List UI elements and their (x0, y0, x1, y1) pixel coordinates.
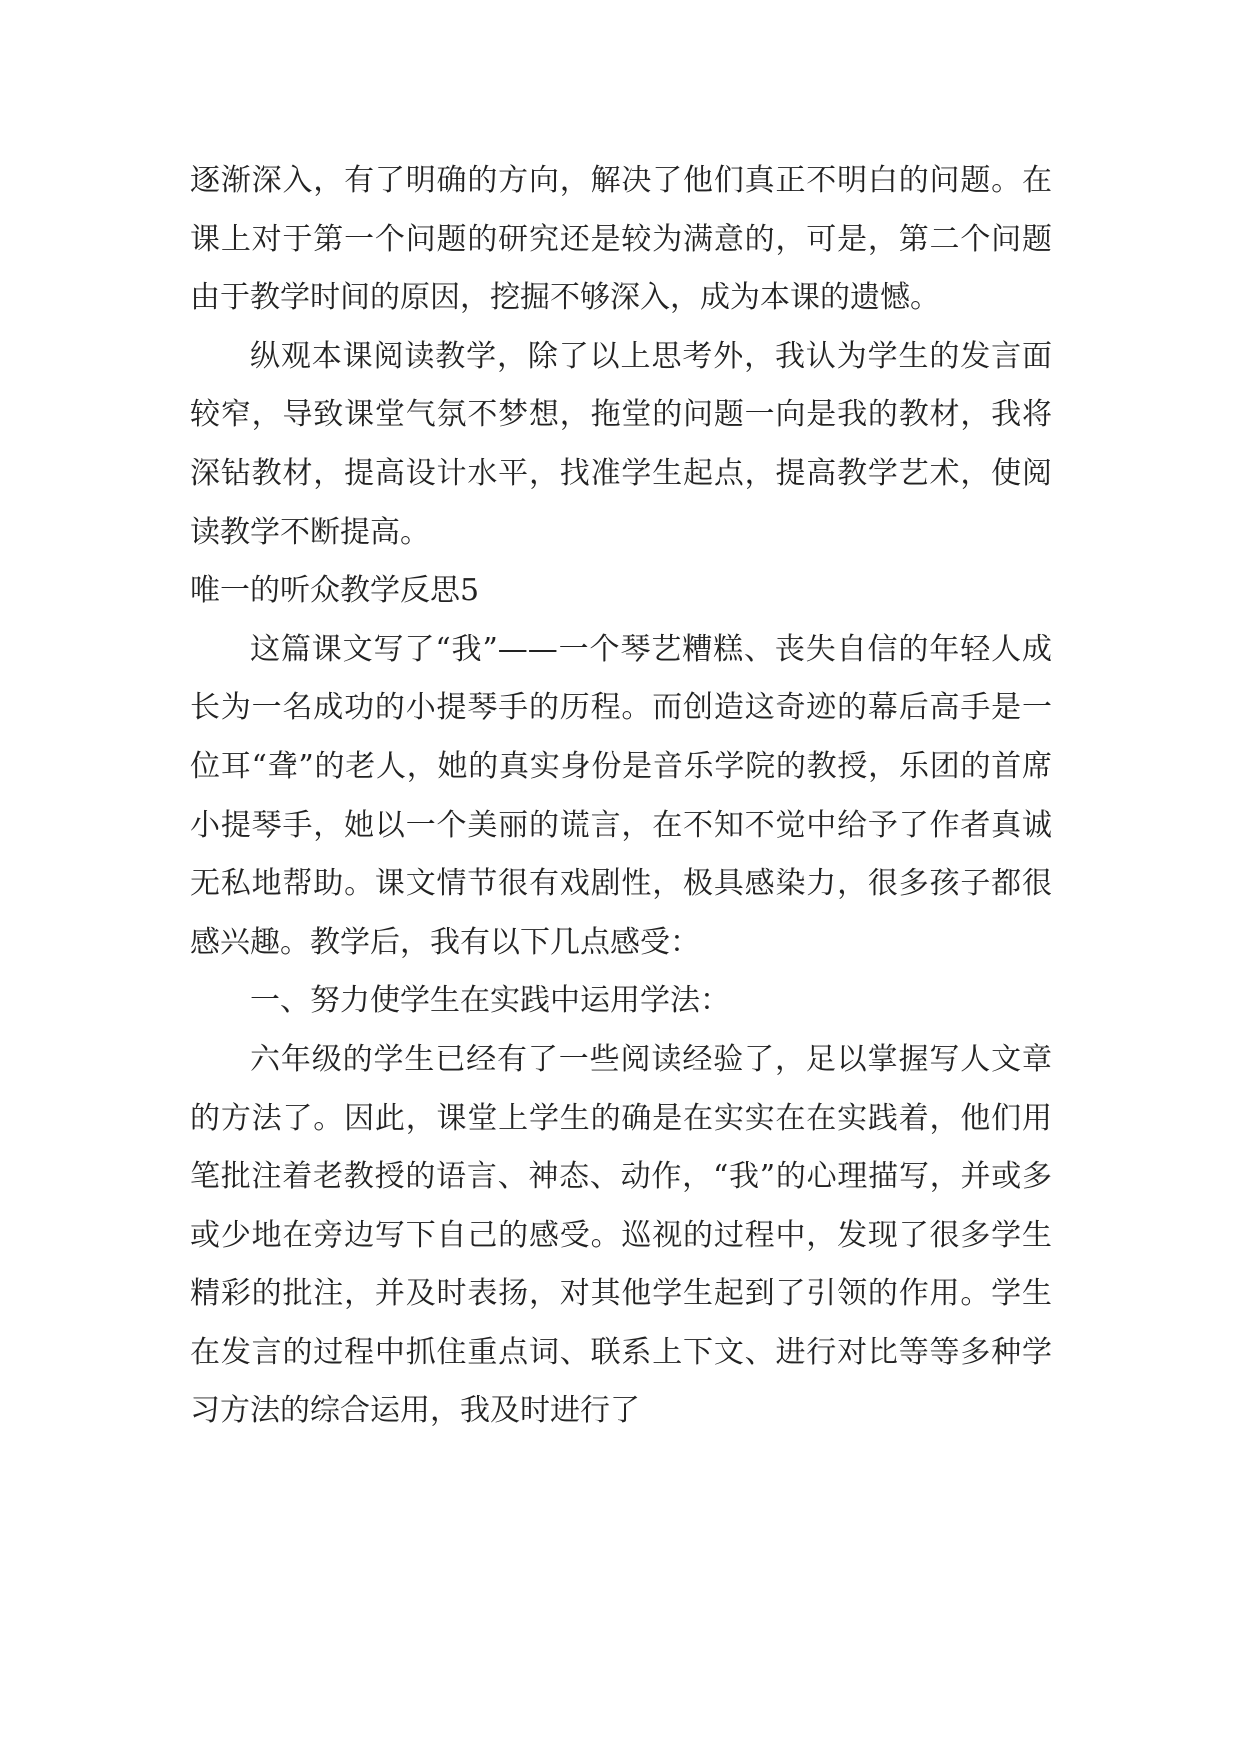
section-heading: 唯一的听众教学反思5 (190, 573, 480, 609)
paragraph-overview: 纵观本课阅读教学，除了以上思考外，我认为学生的发言面较窄，导致课堂气氛不梦想，拖堂的问题一向是我的教材，我将深钻教材，提高设计水平，找准学生起点，提高教学艺术，使阅读教学不断提高。 (190, 338, 1052, 550)
paragraph-point-one-title: 一、努力使学生在实践中运用学法： (250, 983, 730, 1019)
paragraph-point-one-body: 六年级的学生已经有了一些阅读经验了，足以掌握写人文章的方法了。因此，课堂上学生的确是在实实在在实践着，他们用笔批注着老教授的语言、神态、动作，“我”的心理描写，并或多或少地在旁边写下自己的感受。巡视的过程中，发现了很多学生精彩的批注，并及时表扬，对其他学生起到了引领的作用。学生在发言的过程中抓住重点词、联系上下文、进行对比等等多种学习方法的综合运用，我及时进行了 (190, 1041, 1052, 1429)
paragraph-continuation: 逐渐深入，有了明确的方向，解决了他们真正不明白的问题。在课上对于第一个问题的研究还是较为满意的，可是，第二个问题由于教学时间的原因，挖掘不够深入，成为本课的遗憾。 (190, 163, 1052, 316)
paragraph-lesson-summary: 这篇课文写了“我”——一个琴艺糟糕、丧失自信的年轻人成长为一名成功的小提琴手的历程。而创造这奇迹的幕后高手是一位耳“聋”的老人，她的真实身份是音乐学院的教授，乐团的首席小提琴手，她以一个美丽的谎言，在不知不觉中给予了作者真诚无私地帮助。课文情节很有戏剧性，极具感染力，很多孩子都很感兴趣。教学后，我有以下几点感受： (190, 631, 1052, 960)
document-body (190, 152, 1052, 1441)
